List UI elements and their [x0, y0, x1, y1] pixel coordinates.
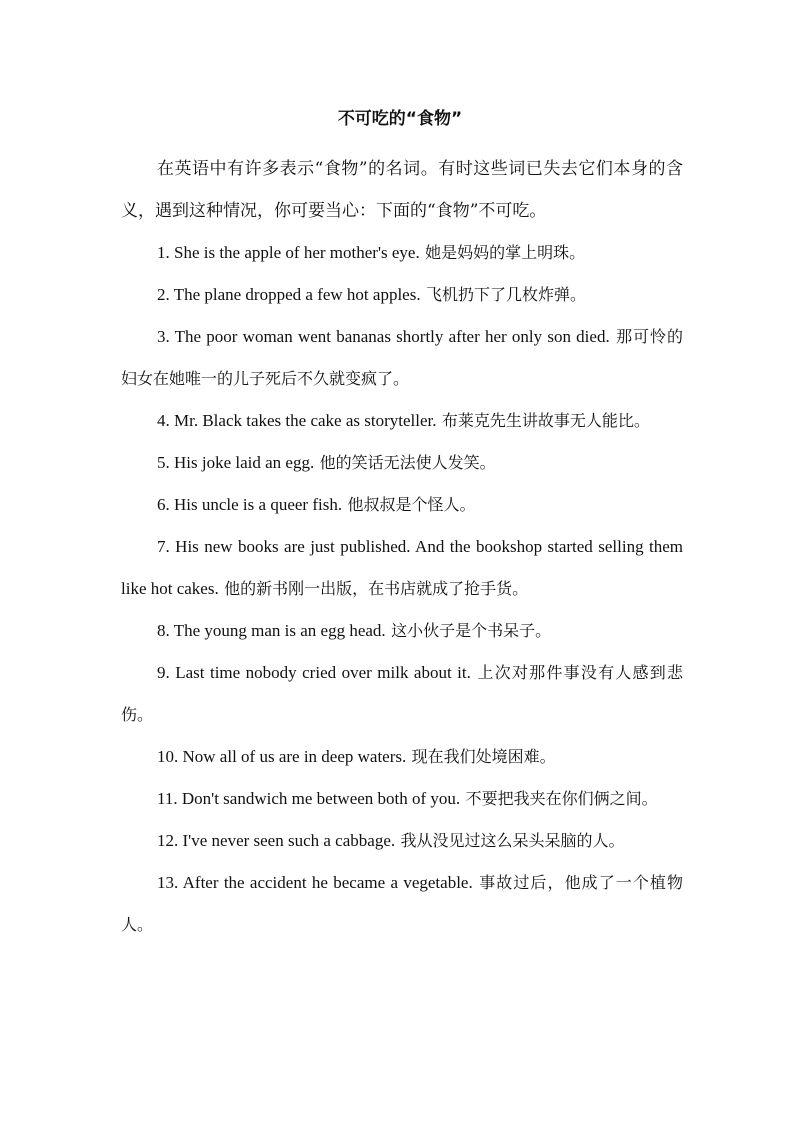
list-item — [121, 232, 683, 274]
english-sentence: 12. I've never seen such a cabbage. — [157, 831, 396, 850]
english-sentence: 13. After the accident he became a vegetable. — [157, 873, 473, 892]
list-item — [121, 316, 683, 400]
english-sentence: 11. Don't sandwich me between both of you. — [157, 789, 461, 808]
list-item — [121, 526, 683, 610]
chinese-translation: 这小伙子是个书呆子。 — [391, 621, 552, 640]
chinese-translation: 布莱克先生讲故事无人能比。 — [441, 411, 650, 430]
chinese-translation: 他叔叔是个怪人。 — [347, 495, 476, 514]
list-item — [121, 442, 683, 484]
list-item — [121, 862, 683, 946]
english-sentence: 1. She is the apple of her mother's eye. — [157, 243, 420, 262]
english-sentence: 5. His joke laid an egg. — [157, 453, 315, 472]
page-title: 不可吃的“食物” — [337, 109, 463, 129]
chinese-translation: 她是妈妈的掌上明珠。 — [425, 243, 586, 262]
list-item — [121, 610, 683, 652]
chinese-translation: 不要把我夹在你们俩之间。 — [465, 789, 658, 808]
chinese-translation: 上次对那件事没有人感到悲伤。 — [121, 663, 683, 724]
list-item — [121, 274, 683, 316]
english-sentence: 8. The young man is an egg head. — [157, 621, 386, 640]
list-item — [121, 652, 683, 736]
chinese-translation: 他的笑话无法使人发笑。 — [319, 453, 496, 472]
chinese-translation: 他的新书刚一出版，在书店就成了抢手货。 — [224, 579, 529, 598]
english-sentence: 6. His uncle is a queer fish. — [157, 495, 343, 514]
english-sentence: 2. The plane dropped a few hot apples. — [157, 285, 421, 304]
list-item — [121, 400, 683, 442]
intro-paragraph: 在英语中有许多表示“食物”的名词。有时这些词已失去它们本身的含义，遇到这种情况，你可要当心：下面的“食物”不可吃。 — [121, 159, 683, 221]
english-sentence: 7. His new books are just published. And the bookshop started selling them like hot cakes. — [121, 537, 683, 598]
chinese-translation: 我从没见过这么呆头呆脑的人。 — [400, 831, 625, 850]
list-item — [121, 484, 683, 526]
list-item — [121, 736, 683, 778]
chinese-translation: 现在我们处境困难。 — [411, 747, 556, 766]
english-sentence: 3. The poor woman went bananas shortly after her only son died. — [157, 327, 610, 346]
english-sentence: 10. Now all of us are in deep waters. — [157, 747, 407, 766]
english-sentence: 9. Last time nobody cried over milk about it. — [157, 663, 471, 682]
chinese-translation: 那可怜的妇女在她唯一的儿子死后不久就变疯了。 — [121, 327, 683, 388]
document-body — [121, 148, 683, 946]
list-item — [121, 778, 683, 820]
english-sentence: 4. Mr. Black takes the cake as storyteller. — [157, 411, 437, 430]
list-item — [121, 820, 683, 862]
chinese-translation: 事故过后，他成了一个植物人。 — [121, 873, 683, 934]
chinese-translation: 飞机扔下了几枚炸弹。 — [425, 285, 586, 304]
